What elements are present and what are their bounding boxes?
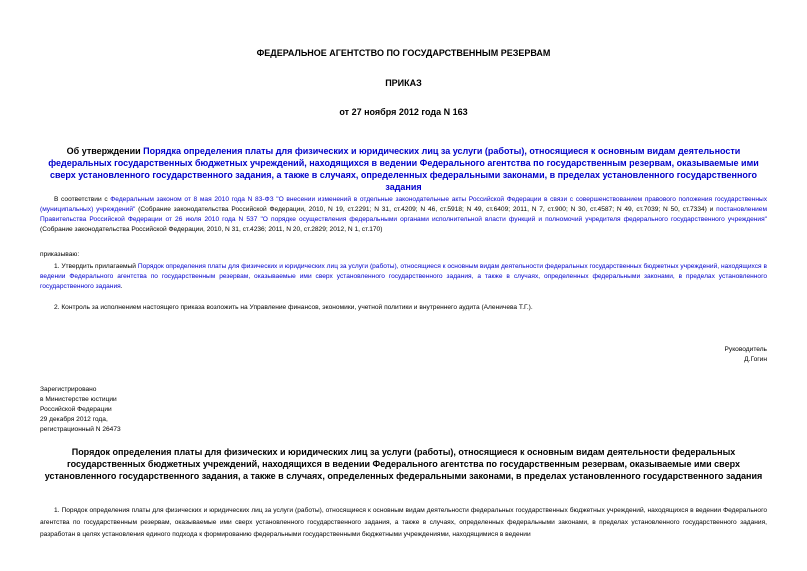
registration-line: регистрационный N 26473 (40, 426, 121, 433)
annex-paragraph-1: 1. Порядок определения платы для физических и юридических лиц за услуги (работы), относящиеся к основным видам деятельности федеральных государственных бюджетных учреждений, находящихся в ведении Федерального агентства по государственным резервам, оказываемые ими сверх установленного государственного задания, а также в случаях, определенных федеральными законами, в пределах установленного государственного задания, разработан в целях установления единого подхода к формированию федеральными государственными бюджетными учреждениями, находящимися в ведении (40, 507, 767, 538)
item-1-text-1: 1. Утвердить прилагаемый (54, 263, 138, 270)
signature-name: Д.Гогин (744, 356, 767, 363)
preamble-text-2: (Собрание законодательства Российской Федерации, 2010, N 19, ст.2291; N 31, ст.4209; N 46, ст.5918; N 49, ст.6409; 2011, N 7, ст.900; N 30, ст.4587; N 49, ст.7039; N 50, ст.7334) и (135, 206, 717, 213)
signature-block (725, 345, 767, 365)
procedure-link[interactable]: Порядок определения платы для физических и юридических лиц за услуги (работы), относящиеся к основным видам деятельности федеральных государственных бюджетных учреждений, находящихся в ведении Федерального агентства по государственным резервам, оказываемые ими сверх установленного государственного задания, а также в случаях, определенных федеральными законами, в пределах установленного государственного задания (40, 263, 767, 290)
preamble-text-3: (Собрание законодательства Российской Федерации, 2010, N 31, ст.4236; 2011, N 20, ст.2829; 2012, N 1, ст.170) (40, 226, 383, 233)
title-link[interactable]: Порядка определения платы для физических и юридических лиц за услуги (работы), относящиеся к основным видам деятельности федеральных государственных бюджетных учреждений, находящихся в ведении Федерального агентства по государственным резервам, оказываемые ими сверх установленного государственного задания, а также в случаях, определенных федеральными законами, в пределах установленного государственного задания (48, 146, 759, 192)
registration-block (40, 385, 121, 435)
registration-line: Российской Федерации (40, 406, 112, 413)
order-title (40, 145, 767, 193)
preamble-text-1: В соответствии с (54, 196, 111, 203)
item-1-paragraph (40, 262, 767, 292)
preamble-paragraph (40, 195, 767, 235)
item-1-text-2: . (120, 283, 123, 290)
annex-title: Порядок определения платы для физических и юридических лиц за услуги (работы), относящиеся к основным видам деятельности федеральных государственных бюджетных учреждений, находящихся в ведении Федерального агентства по государственным резервам, оказываемые ими сверх установленного государственного задания, а также в случаях, определенных федеральными законами, в пределах установленного государственного задания (44, 447, 763, 481)
date-number-heading: от 27 ноября 2012 года N 163 (339, 107, 468, 117)
order-word: приказываю: (40, 251, 80, 258)
registration-line: 29 декабря 2012 года, (40, 416, 108, 423)
item-2-paragraph: 2. Контроль за исполнением настоящего приказа возложить на Управление финансов, экономики, учетной политики и внутреннего аудита (Аленичева Т.Г.). (54, 304, 533, 311)
registration-line: Зарегистрировано (40, 386, 97, 393)
registration-line: в Министерстве юстиции (40, 396, 117, 403)
government-decree-link[interactable]: постановлением Правительства Российской Федерации от 26 июля 2010 года N 537 "О порядке осуществления федеральными органами исполнительной власти функций и полномочий учредителя федерального государственного учреждения" (40, 206, 767, 223)
doc-type-heading: ПРИКАЗ (385, 78, 422, 88)
federal-law-link[interactable]: Федеральным законом от 8 мая 2010 года N 83-ФЗ "О внесении изменений в отдельные законодательные акты Российской Федерации в связи с совершенствованием правового положения государственных (муниципальных) учреждений" (40, 196, 768, 213)
title-prefix: Об утверждении (66, 146, 144, 156)
signature-position: Руководитель (724, 346, 767, 353)
agency-heading: ФЕДЕРАЛЬНОЕ АГЕНТСТВО ПО ГОСУДАРСТВЕННЫМ РЕЗЕРВАМ (256, 48, 551, 58)
